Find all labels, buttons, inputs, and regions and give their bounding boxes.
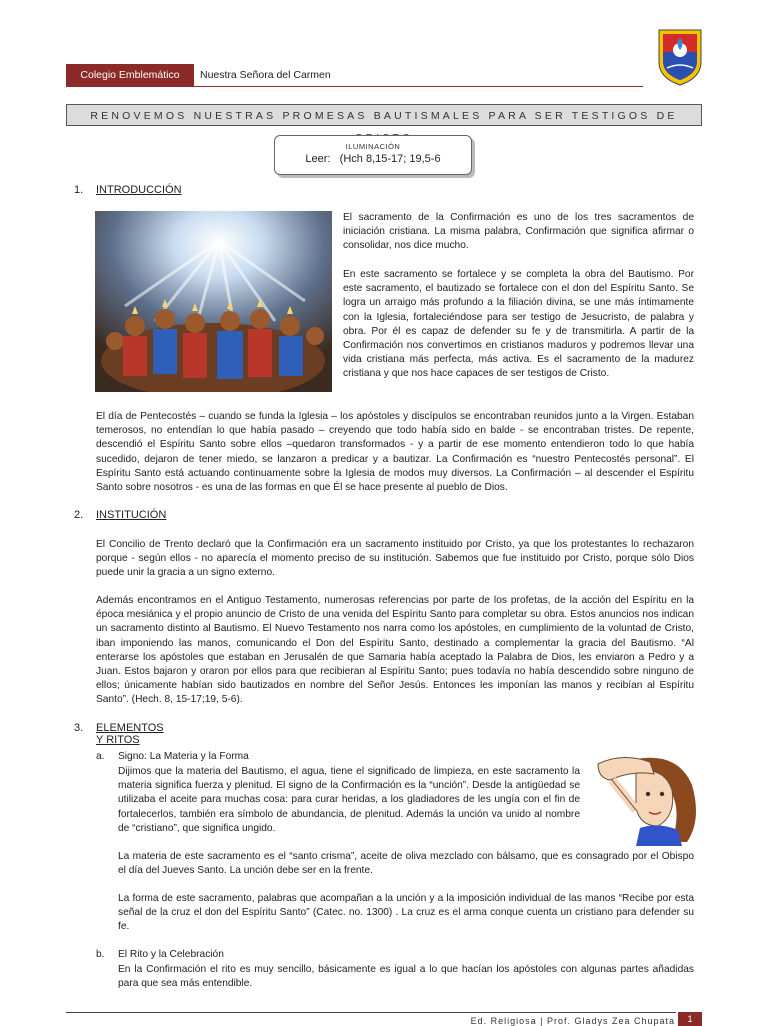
list-marker-a: a. [96, 751, 105, 762]
subsection-title-a: Signo: La Materia y la Forma [118, 751, 249, 762]
school-name: Nuestra Señora del Carmen [200, 69, 331, 81]
reading-box [274, 135, 472, 175]
section-title: ELEMENTOS Y RITOS [96, 722, 164, 746]
section-title: INTRODUCCIÓN [96, 184, 182, 196]
elementos-b-paragraph-1: En la Confirmación el rito es muy sencillo, básicamente es igual a lo que hacían los apóstoles con algunas partes añadidas para que sea más entendible. [118, 964, 694, 990]
school-crest-logo [657, 28, 703, 86]
subsection-title-b: El Rito y la Celebración [118, 949, 224, 960]
section-number: 2. [74, 509, 84, 521]
reading-line [275, 153, 471, 165]
section-number: 1. [74, 184, 84, 196]
reading-reference: (Hch 8,15-17; 19,5-6 [339, 153, 441, 165]
list-marker-b: b. [96, 949, 105, 960]
header-divider [66, 86, 643, 87]
footer-divider [66, 1012, 676, 1013]
intro-paragraph-1: El sacramento de la Confirmación es uno de los tres sacramentos de iniciación cristiana. La misma palabra, Confirmación que significa afirmar o consolidar, nos dice mucho. [343, 212, 694, 252]
elementos-a-paragraph-1: Dijimos que la materia del Bautismo, el agua, tiene el significado de limpieza, en este sacramento la materia significa fuerza y plenitud. El signo de la Confirmación es la “unción”. Desde la antigüedad se utilizaba el aceite para muchas cosa: para curar heridas, a los gladiadores de les ungía con el fin de fortalecerlos, también era símbolo de abundancia, de plenitud. Además la unción va unido al nombre de “cristiano”, que significa ungido. [118, 766, 580, 834]
institucion-paragraph-2: Además encontramos en el Antiguo Testamento, numerosas referencias por parte de los profetas, de la acción del Espíritu en la época mesiánica y el propio anuncio de Cristo de una venida del Espíritu Santo para completar su obra. Estos anuncios nos indican un sacramento distinto al Bautismo. El Nuevo Testamento nos narra como los apóstoles, en cumplimiento de la voluntad de Cristo, iban imponiendo las manos, comunicando el Don del Espíritu Santo, destinado a complementar la gracia del Bautismo. “Al enterarse los apóstoles que estaban en Jerusalén de que Samaria había aceptado la Palabra de Dios, les enviaron a Pedro y a Juan. Estos bajaron y oraron por ellos para que recibieran al Espíritu Santo; pues todavía no había descendido sobre ninguno de ellos; únicamente habían sido bautizados en nombre del Señor Jesús. Entonces les imponían las manos y recibían al Espíritu Santo”. (Hech. 8, 15-17;19, 5-6). [96, 595, 694, 706]
reading-label: ILUMINACIÓN [345, 142, 401, 151]
elementos-a-paragraph-3: La forma de este sacramento, palabras que acompañan a la unción y a la imposición individual de las manos “Recibe por esta señal de la cruz el don del Espíritu Santo” (Catec. no. 1300) . La cruz es el arma conque cuenta un cristiano para defender su fe. [118, 893, 694, 933]
page-number: 1 [678, 1012, 702, 1026]
page-title: RENOVEMOS NUESTRAS PROMESAS BAUTISMALES PARA SER TESTIGOS DE [66, 104, 702, 126]
reading-prefix: Leer: [305, 153, 331, 165]
footer-text: Ed. Religiosa | Prof. Gladys Zea Chupata [470, 1016, 675, 1026]
pentecost-painting [95, 211, 332, 392]
intro-paragraph-3: El día de Pentecostés – cuando se funda la Iglesia – los apóstoles y discípulos se encontraban reunidos junto a la Virgen. Estaban temerosos, no entendían lo que había pasado – creyendo que todo había sido en balde - se encontraban tristes. De repente, descendió el Espíritu Santo sobre ellos –quedaron transformados - y a partir de ese momento entendieron todo lo que había sucedido, dejaron de tener miedo, se lanzaron a predicar y a bautizar. La Confirmación es “nuestro Pentecostés personal”. El Espíritu Santo está actuando continuamente sobre la Iglesia de modos muy diversos. La Confirmación – al descender el Espíritu Santo sobre nosotros - es una de las formas en que Él se hace presente al pueblo de Dios. [96, 411, 694, 494]
elementos-a-paragraph-2: La materia de este sacramento es el “santo crisma”, aceite de oliva mezclado con bálsamo, que es consagrado por el Obispo el día del Jueves Santo. La unción debe ser en la frente. [118, 851, 694, 877]
anointing-girl-illustration [592, 750, 708, 846]
school-tag: Colegio Emblemático [66, 64, 194, 87]
section-number: 3. [74, 722, 84, 734]
institucion-paragraph-1: El Concilio de Trento declaró que la Confirmación era un sacramento instituido por Cristo, ya que los protestantes lo rechazaron porque - según ellos - no aparecía el momento preciso de su institución. Sabemos que fue instituido por Cristo, porque sólo Dios puede unir la gracia a un signo externo. [96, 539, 694, 579]
intro-paragraph-2: En este sacramento se fortalece y se completa la obra del Bautismo. Por este sacramento, el bautizado se fortalece con el don del Espíritu Santo. Se logra un arraigo más profundo a la filiación divina, se une más íntimamente con la Iglesia, fortaleciéndose para ser testigo de Jesucristo, de palabra y obra. Por él es capaz de defender su fe y de transmitirla. A partir de la Confirmación nos convertimos en cristianos maduros y podremos llevar una vida cristiana más perfecta, más activa. Es el sacramento de la madurez cristiana y que nos hace capaces de ser testigos de Cristo. [343, 269, 694, 380]
section-title: INSTITUCIÓN [96, 509, 167, 521]
